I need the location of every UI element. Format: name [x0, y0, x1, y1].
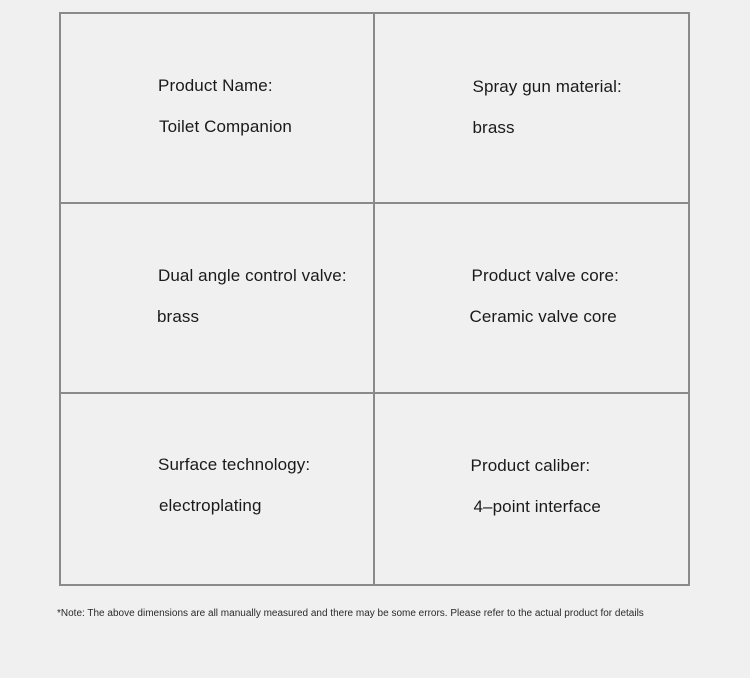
- spec-cell-product-caliber: [375, 394, 689, 584]
- spec-value: 4–point interface: [473, 497, 601, 516]
- spec-value: Toilet Companion: [159, 117, 292, 136]
- spec-label: Product caliber:: [470, 456, 591, 475]
- spec-value: electroplating: [159, 496, 262, 515]
- spec-cell-spray-gun-material: [375, 14, 689, 204]
- spec-value: Ceramic valve core: [469, 307, 617, 326]
- spec-cell-dual-angle-control-valve: [61, 204, 375, 394]
- spec-label: Product Name:: [158, 76, 273, 95]
- footnote-disclaimer: *Note: The above dimensions are all manually measured and there may be some errors. Please refer to the actual product for details: [57, 608, 644, 619]
- spec-label: Dual angle control valve:: [158, 266, 347, 285]
- spec-label: Product valve core:: [471, 266, 619, 285]
- spec-cell-product-valve-core: [375, 204, 689, 394]
- spec-cell-surface-technology: [61, 394, 375, 584]
- spec-table: [59, 12, 690, 586]
- spec-label: Surface technology:: [158, 455, 311, 474]
- spec-cell-product-name: [61, 14, 375, 204]
- spec-label: Spray gun material:: [472, 77, 622, 96]
- spec-value: brass: [472, 118, 515, 137]
- spec-value: brass: [157, 307, 200, 326]
